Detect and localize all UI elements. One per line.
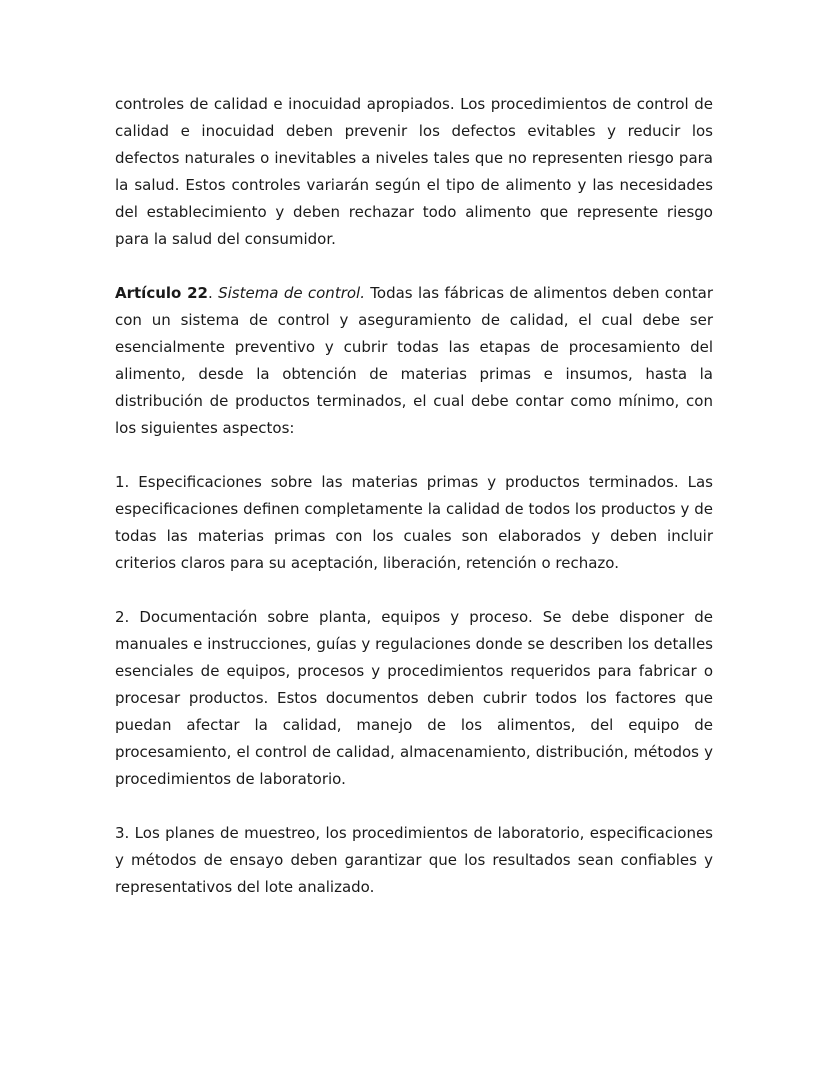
article-body: Todas las fábricas de alimentos deben contar con un sistema de control y aseguramiento de calidad, el cual debe ser esencialmente preventivo y cubrir todas las etapas de procesamiento del alimento, desde la obtención de materias primas e insumos, hasta la distribución de productos terminados, el cual debe contar como mínimo, con los siguientes aspectos: — [115, 284, 713, 437]
list-item-3: 3. Los planes de muestreo, los procedimientos de laboratorio, especificaciones y métodos de ensayo deben garantizar que los resultados sean confiables y representativos del lote analizado. — [115, 824, 713, 896]
intro-paragraph: controles de calidad e inocuidad apropiados. Los procedimientos de control de calidad e inocuidad deben prevenir los defectos evitables y reducir los defectos naturales o inevitables a niveles tales que no representen riesgo para la salud. Estos controles variarán según el tipo de alimento y las necesidades del establecimiento y deben rechazar todo alimento que represente riesgo para la salud del consumidor. — [115, 95, 713, 248]
article-paragraph — [115, 280, 713, 442]
list-item-1: 1. Especificaciones sobre las materias primas y productos terminados. Las especificaciones definen completamente la calidad de todos los productos y de todas las materias primas con los cuales son elaborados y deben incluir criterios claros para su aceptación, liberación, retención o rechazo. — [115, 473, 713, 572]
article-number: Artículo 22 — [115, 284, 208, 302]
article-separator: . — [207, 284, 219, 302]
document-page — [115, 91, 713, 928]
list-item-2: 2. Documentación sobre planta, equipos y proceso. Se debe disponer de manuales e instrucciones, guías y regulaciones donde se describen los detalles esenciales de equipos, procesos y procedimientos requeridos para fabricar o procesar productos. Estos documentos deben cubrir todos los factores que puedan afectar la calidad, manejo de los alimentos, del equipo de procesamiento, el control de calidad, almacenamiento, distribución, métodos y procedimientos de laboratorio. — [115, 608, 713, 788]
article-title: Sistema de control. — [218, 284, 365, 302]
